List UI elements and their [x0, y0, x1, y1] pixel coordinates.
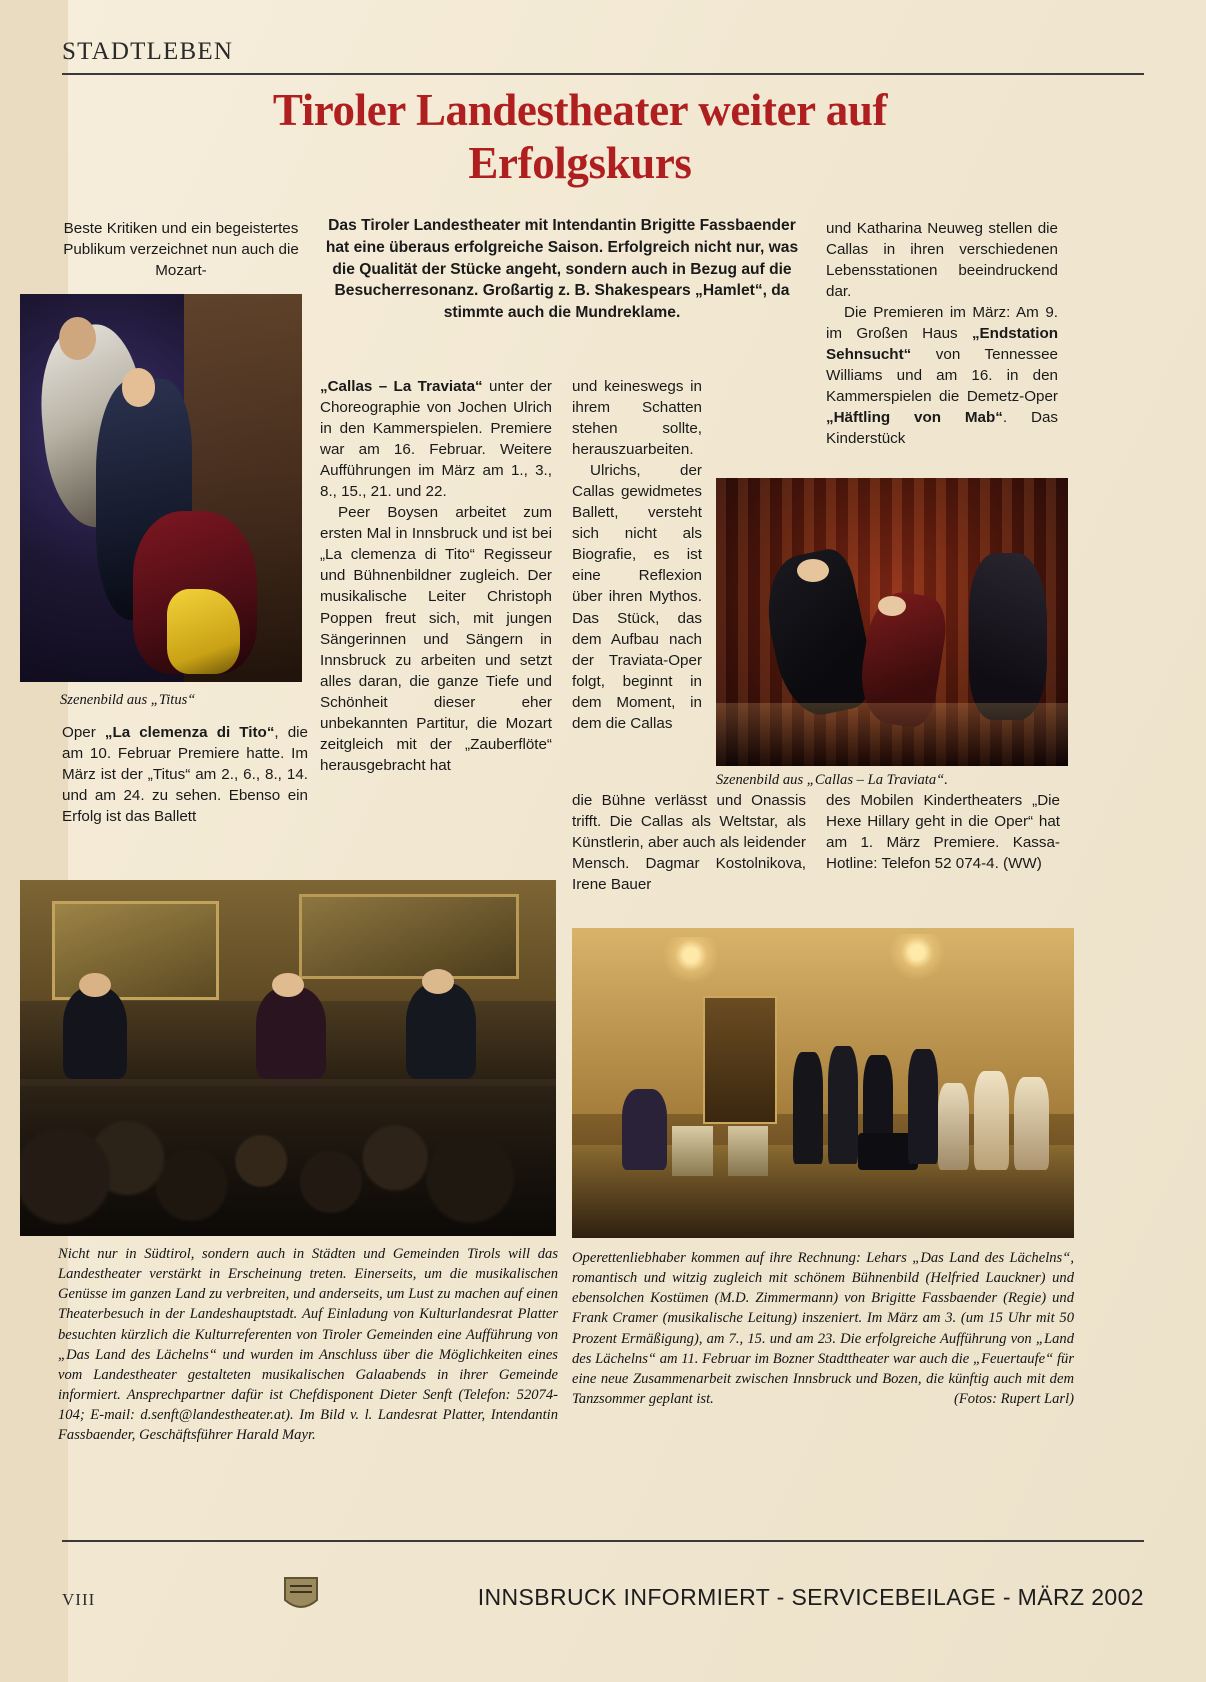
- body-column-3-bottom: [572, 790, 806, 895]
- paragraph: des Mobilen Kindertheaters „Die Hexe Hillary geht in die Oper“ hat am 1. März Premiere. Kassa-Hotline: Telefon 52 074-4. (WW): [826, 792, 1060, 873]
- photo-shape: [974, 1071, 1009, 1170]
- photo-caption-audience: Nicht nur in Südtirol, sondern auch in Städten und Gemeinden Tirols will das Landestheater verstärkt in Erscheinung treten. Einerseits, um die musikalischen Genüsse im ganzen Land zu verbreiten, und anderseits, um Lust zu machen auf einen Theaterbesuch in der Landeshauptstadt. Auf Einladung von Kulturlandesrat Platter besuchten kürzlich die Kulturreferenten von Tiroler Gemeinden eine Aufführung von „Das Land des Lächelns“ und wurden im Anschluss über die Möglichkeiten eines vom Landestheater gestalteten musikalischen Galaabends in ihrer Gemeinde informiert. Ansprechpartner dafür ist Chefdisponent Dieter Senft (Telefon: 52074-104; E-mail: d.senft@landestheater.at). Im Bild v. l. Landesrat Platter, Intendantin Fassbaender, Geschäftsführer Harald Mayr.: [58, 1246, 558, 1444]
- body-column-4-bottom: [826, 790, 1060, 874]
- paragraph: und keineswegs in ihrem Schatten stehen sollte, herauszuarbeiten.: [572, 378, 702, 459]
- photo-shape: [703, 996, 777, 1124]
- photo-shape: [406, 983, 476, 1079]
- photo-credit: (Fotos: Rupert Larl): [954, 1390, 1074, 1407]
- photo-shape: [20, 1086, 556, 1236]
- photo-caption-callas: Szenenbild aus „Callas – La Traviata“.: [716, 772, 948, 788]
- photo-audience: [20, 880, 556, 1236]
- photo-shape: [299, 894, 519, 978]
- body-column-1-top: [62, 218, 300, 281]
- photo-shape: [797, 559, 829, 582]
- text-run: unter der Choreographie von Jochen Ulrich in den Kammerspielen. Premiere war am 16. Februar. Weitere Aufführungen im März am 1., 3., 8., 15., 21. und 22.: [320, 378, 552, 501]
- photo-shape: [1014, 1077, 1049, 1170]
- text-run-bold: „Endstation Sehnsucht“: [826, 325, 1058, 364]
- photo-shape: [793, 1052, 823, 1164]
- page-title: Tiroler Landestheater weiter auf Erfolgskurs: [272, 85, 888, 189]
- body-column-2: [320, 376, 552, 776]
- photo-shape: [63, 987, 127, 1080]
- paragraph: und Katharina Neuweg stellen die Callas in ihren verschiedenen Lebensstationen beeindruckend dar.: [826, 220, 1058, 301]
- chandelier-icon: [888, 934, 946, 980]
- photo-shape: [716, 703, 1068, 766]
- coat-of-arms-icon: [282, 1574, 320, 1614]
- paragraph: Peer Boysen arbeitet zum ersten Mal in Innsbruck und ist bei „La clemenza di Tito“ Regisseur und Bühnenbildner zugleich. Der musikalische Leiter Christoph Poppen freut sich, mit jungen Sängerinnen und Sängern in Innsbruck zu arbeiten und setzt alles daran, die ganze Tiefe und Schönheit dieser eher unbekannten Partitur, die Mozart zeitgleich mit der „Zauberflöte“ herausgebracht hat: [320, 504, 552, 774]
- footer-rule: [62, 1540, 1144, 1542]
- photo-shape: [828, 1046, 858, 1164]
- body-column-4-top: [826, 218, 1058, 450]
- text-run: Die Premieren im März: Am 9. im Großen Haus: [826, 304, 1058, 343]
- caption-text: Operettenliebhaber kommen auf ihre Rechnung: Lehars „Das Land des Lächelns“, romantisch und witzig zugleich mit schönem Bühnenbild (Helfried Lauckner) und ebensolchen Kostümen (M.D. Zimmermann) von Brigitte Fassbaender (Regie) und Frank Cramer (musikalische Leitung) inszeniert. Im März am 3. (um 15 Uhr mit 50 Prozent Ermäßigung), am 7., 15. und am 23. Die erfolgreiche Aufführung von „Land des Lächelns“ am 11. Februar im Bozner Stadttheater war auch die „Feuertaufe“ für eine neue Zusammenarbeit zwischen Innsbruck und Bozen, die künftig auch mit dem Tanzsommer geplant ist.: [572, 1250, 1074, 1407]
- photo-shape: [728, 1126, 768, 1176]
- text-run-bold: „Häftling von Mab“: [826, 409, 1003, 427]
- page-number: VIII: [62, 1590, 96, 1609]
- body-column-1-bottom: [62, 722, 308, 827]
- text-run: . Das Kinderstück: [826, 409, 1058, 448]
- chandelier-icon: [662, 937, 720, 983]
- text-run: Oper: [62, 724, 105, 741]
- paragraph: [62, 722, 308, 827]
- photo-caption-operetta: [572, 1248, 1074, 1409]
- text-run: , die am 10. Februar Premiere hatte. Im März ist der „Titus“ am 2., 6., 8., 14. und am 24. zu sehen. Ebenso ein Erfolg ist das Ballett: [62, 724, 308, 826]
- photo-caption-titus: Szenenbild aus „Titus“: [60, 692, 196, 708]
- text-run: von Tennessee Williams und am 16. in den Kammerspielen die Demetz-Oper: [826, 346, 1058, 406]
- photo-shape: [122, 368, 156, 407]
- header-rule: [62, 73, 1144, 75]
- paragraph: [826, 302, 1058, 449]
- photo-callas: [716, 478, 1068, 766]
- section-kicker: STADTLEBEN: [62, 38, 234, 65]
- photo-shape: [422, 969, 454, 994]
- photo-shape: [672, 1126, 712, 1176]
- paragraph: Ulrichs, der Callas gewidmetes Ballett, versteht sich nicht als Biografie, es ist eine Reflexion über ihren Mythos. Das Stück, das dem Aufbau nach der Traviata-Oper folgt, beginnt in dem Moment, in dem die Callas: [572, 462, 702, 732]
- text-run-bold: „La clemenza di Tito“: [104, 724, 275, 741]
- photo-shape: [938, 1083, 968, 1170]
- lead-paragraph: Das Tiroler Landestheater mit Intendantin Brigitte Fassbaender hat eine überaus erfolgreiche Saison. Erfolgreich nicht nur, was die Qualität der Stücke angeht, sondern auch in Bezug auf die Besucherresonanz. Großartig z. B. Shakespears „Hamlet“, da stimmte auch die Mundreklame.: [325, 217, 799, 322]
- photo-shape: [908, 1049, 938, 1164]
- body-column-3-top: [572, 376, 702, 734]
- photo-shape: [622, 1089, 667, 1170]
- photo-titus: [20, 294, 302, 682]
- paragraph: die Bühne verlässt und Onassis trifft. Die Callas als Weltstar, als Künstlerin, aber auch als leidender Mensch. Dagmar Kostolnikova, Irene Bauer: [572, 792, 806, 894]
- photo-shape: [969, 553, 1046, 720]
- footer-publication-title: INNSBRUCK INFORMIERT - SERVICEBEILAGE - MÄRZ 2002: [477, 1584, 1144, 1610]
- photo-operetta: [572, 928, 1074, 1238]
- paragraph: [320, 376, 552, 502]
- photo-shape: [59, 317, 96, 360]
- photo-shape: [167, 589, 240, 674]
- text-run-bold: „Callas – La Traviata“: [320, 378, 483, 395]
- photo-shape: [256, 987, 326, 1080]
- paragraph: Beste Kritiken und ein begeistertes Publikum verzeichnet nun auch die Mozart-: [63, 220, 299, 280]
- photo-shape: [52, 901, 219, 1000]
